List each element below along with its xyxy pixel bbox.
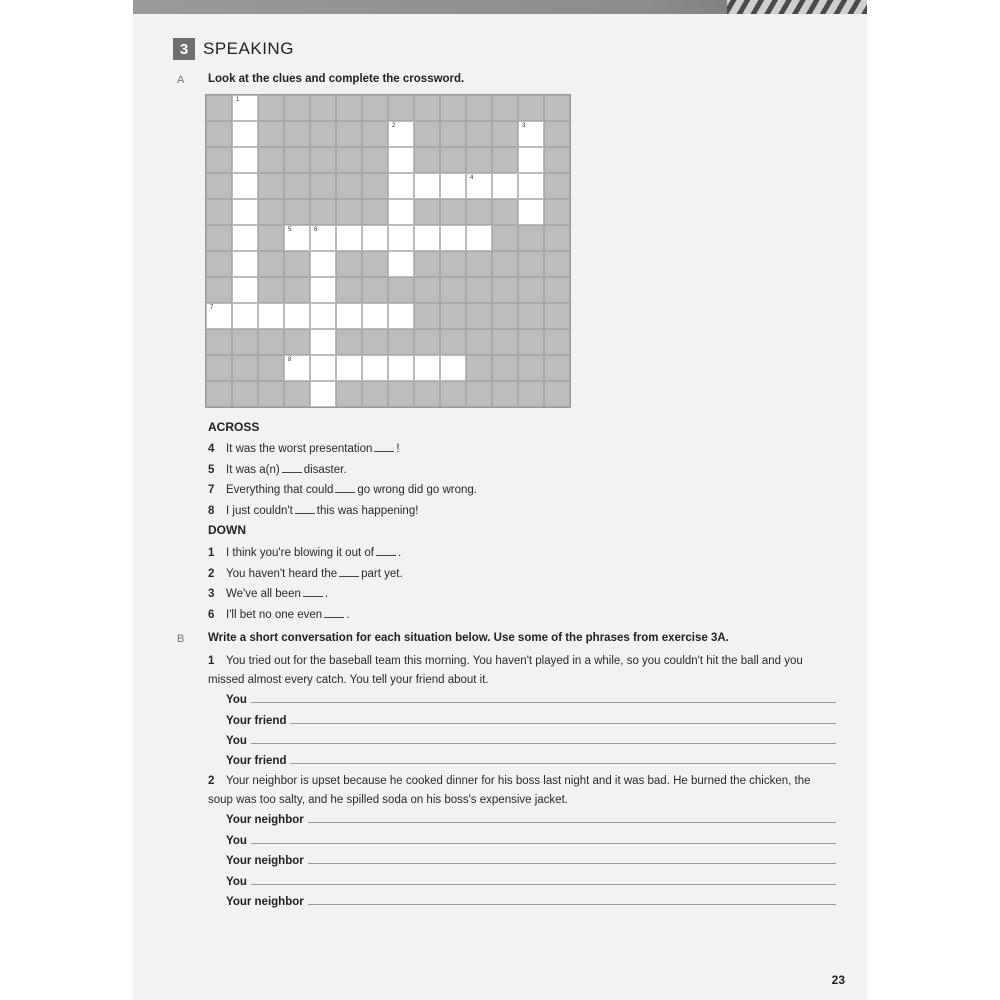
writing-line[interactable] (251, 883, 836, 885)
top-bar (133, 0, 867, 14)
dialogue-line[interactable] (226, 892, 836, 908)
crossword-block (466, 329, 492, 355)
clue-number: 1 (236, 97, 240, 103)
clue-number: 5 (288, 227, 292, 233)
crossword-block (544, 277, 570, 303)
crossword-block (206, 95, 232, 121)
crossword-block (284, 329, 310, 355)
part-b-letter: B (177, 633, 185, 645)
crossword-block (284, 121, 310, 147)
crossword-block (258, 121, 284, 147)
dialogue-line[interactable] (226, 851, 836, 867)
crossword-cell[interactable] (310, 251, 336, 277)
clue-text: It was the worst presentation (226, 443, 373, 455)
dialogue-line[interactable] (226, 751, 836, 767)
stripe-decoration (727, 0, 867, 14)
clue-num: 8 (208, 504, 215, 517)
clue-text-end: . (324, 588, 329, 601)
crossword-cell[interactable] (388, 303, 414, 329)
crossword-block (518, 95, 544, 121)
answer-blank (376, 545, 396, 556)
clue-number: 7 (210, 305, 214, 311)
crossword-block (492, 277, 518, 303)
crossword-cell[interactable] (206, 303, 232, 329)
clue-number: 6 (314, 227, 318, 233)
crossword-block (414, 277, 440, 303)
crossword-block (258, 173, 284, 199)
crossword-block (362, 381, 388, 407)
writing-line[interactable] (308, 862, 836, 864)
clue-num: 3 (208, 588, 215, 601)
crossword-block (440, 303, 466, 329)
crossword-cell[interactable] (414, 173, 440, 199)
dialogue-line[interactable] (226, 711, 836, 727)
crossword-cell[interactable] (388, 225, 414, 251)
down-clue-1 (208, 545, 401, 559)
crossword-block (440, 381, 466, 407)
page-number: 23 (831, 973, 845, 987)
workbook-page (133, 0, 867, 1000)
clue-text-end: part yet. (361, 567, 403, 580)
crossword-cell[interactable] (336, 355, 362, 381)
crossword-block (544, 95, 570, 121)
crossword-cell[interactable] (414, 225, 440, 251)
crossword-cell[interactable] (232, 303, 258, 329)
speaker-label: You (226, 876, 247, 888)
clue-number: 2 (392, 123, 396, 129)
across-clue-5 (208, 462, 347, 476)
clue-text: Everything that could (226, 484, 334, 497)
crossword-block (492, 355, 518, 381)
crossword-block (388, 381, 414, 407)
situation-2 (208, 772, 838, 810)
situation-1 (208, 652, 838, 690)
crossword-block (206, 173, 232, 199)
crossword-cell[interactable] (284, 303, 310, 329)
crossword-block (544, 173, 570, 199)
crossword-cell[interactable] (310, 381, 336, 407)
crossword-cell[interactable] (310, 303, 336, 329)
part-b-instruction: Write a short conversation for each situation below. Use some of the phrases from exercise 3A. (208, 632, 729, 644)
crossword-block (310, 147, 336, 173)
crossword-cell[interactable] (466, 173, 492, 199)
crossword-cell[interactable] (232, 121, 258, 147)
clue-text: I'll bet no one even (226, 608, 323, 621)
crossword-block (388, 329, 414, 355)
crossword-block (544, 381, 570, 407)
crossword-block (440, 95, 466, 121)
crossword-cell[interactable] (336, 303, 362, 329)
crossword-block (544, 147, 570, 173)
crossword-cell[interactable] (388, 173, 414, 199)
answer-blank (303, 586, 323, 597)
speaker-label: Your neighbor (226, 896, 304, 908)
crossword-block (388, 277, 414, 303)
crossword-block (206, 225, 232, 251)
clue-num: 2 (208, 567, 215, 580)
writing-line[interactable] (290, 722, 836, 724)
clue-text: You haven't heard the (226, 567, 338, 580)
crossword-block (362, 199, 388, 225)
crossword-block (310, 121, 336, 147)
crossword-block (440, 121, 466, 147)
crossword-cell[interactable] (232, 251, 258, 277)
crossword-block (206, 355, 232, 381)
crossword-block (518, 303, 544, 329)
crossword-block (362, 121, 388, 147)
part-a-instruction: Look at the clues and complete the crossword. (208, 73, 465, 85)
situation-text: Your neighbor is upset because he cooked dinner for his boss last night and it was bad. He burned the chicken, the soup was too salty, and he spilled soda on his boss's expensive jacket. (208, 775, 811, 806)
crossword-cell[interactable] (518, 121, 544, 147)
crossword-block (544, 355, 570, 381)
across-heading: ACROSS (208, 420, 260, 434)
crossword-block (258, 355, 284, 381)
dialogue-line[interactable] (226, 872, 836, 888)
crossword-block (284, 95, 310, 121)
crossword-block (440, 251, 466, 277)
speaker-label: Your friend (226, 755, 287, 767)
crossword-block (206, 147, 232, 173)
clue-num: 5 (208, 463, 215, 476)
crossword-cell[interactable] (388, 355, 414, 381)
speaker-label: Your neighbor (226, 814, 304, 826)
crossword-block (206, 251, 232, 277)
crossword-block (258, 95, 284, 121)
crossword-block (466, 355, 492, 381)
crossword-block (284, 251, 310, 277)
speaker-label: Your neighbor (226, 855, 304, 867)
crossword-block (414, 199, 440, 225)
clue-number: 8 (288, 357, 292, 363)
crossword-cell[interactable] (232, 277, 258, 303)
clue-num: 4 (208, 443, 215, 455)
crossword-block (362, 329, 388, 355)
crossword-block (258, 251, 284, 277)
clue-text-end: . (397, 547, 402, 559)
crossword-block (336, 381, 362, 407)
clue-text: I just couldn't (226, 504, 293, 517)
answer-blank (339, 566, 359, 577)
crossword-block (466, 95, 492, 121)
writing-line[interactable] (308, 903, 836, 905)
crossword-block (362, 251, 388, 277)
writing-line[interactable] (251, 842, 836, 844)
situation-number: 2 (208, 775, 215, 787)
crossword-block (466, 381, 492, 407)
writing-line[interactable] (251, 742, 836, 744)
speaker-label: You (226, 835, 247, 847)
crossword-block (206, 381, 232, 407)
crossword-cell[interactable] (362, 355, 388, 381)
crossword-cell[interactable] (388, 199, 414, 225)
clue-num: 6 (208, 608, 215, 621)
crossword-cell[interactable] (362, 225, 388, 251)
crossword-cell[interactable] (284, 225, 310, 251)
dialogue-line[interactable] (226, 831, 836, 847)
crossword-block (362, 147, 388, 173)
crossword-block (284, 381, 310, 407)
crossword-block (440, 199, 466, 225)
crossword-block (336, 147, 362, 173)
crossword-block (414, 251, 440, 277)
crossword-block (518, 225, 544, 251)
crossword-block (310, 199, 336, 225)
crossword-block (258, 147, 284, 173)
answer-blank (295, 503, 315, 514)
crossword-cell[interactable] (466, 225, 492, 251)
clue-text: It was a(n) (226, 463, 280, 476)
down-clue-3 (208, 586, 328, 600)
crossword-block (518, 381, 544, 407)
crossword-block (466, 303, 492, 329)
section-header (173, 38, 294, 60)
crossword-block (414, 329, 440, 355)
crossword-block (414, 303, 440, 329)
crossword-block (310, 173, 336, 199)
crossword-block (206, 277, 232, 303)
crossword-cell[interactable] (388, 121, 414, 147)
clue-text-end: . (346, 608, 350, 621)
crossword-block (492, 199, 518, 225)
crossword-block (388, 95, 414, 121)
crossword-block (492, 251, 518, 277)
section-title: SPEAKING (203, 39, 294, 58)
crossword-block (258, 199, 284, 225)
crossword-block (492, 225, 518, 251)
crossword-cell[interactable] (232, 225, 258, 251)
crossword-block (492, 381, 518, 407)
crossword-block (362, 277, 388, 303)
crossword-block (544, 121, 570, 147)
crossword-block (284, 199, 310, 225)
crossword-block (544, 225, 570, 251)
crossword-cell[interactable] (310, 329, 336, 355)
crossword-block (492, 95, 518, 121)
crossword-block (518, 277, 544, 303)
crossword-block (414, 147, 440, 173)
crossword-block (336, 277, 362, 303)
crossword-cell[interactable] (414, 355, 440, 381)
crossword-block (492, 303, 518, 329)
section-number: 3 (173, 38, 195, 60)
crossword-block (466, 199, 492, 225)
crossword-cell[interactable] (284, 355, 310, 381)
crossword-cell[interactable] (492, 173, 518, 199)
crossword-block (284, 277, 310, 303)
crossword-block (440, 329, 466, 355)
crossword-block (206, 199, 232, 225)
crossword-cell[interactable] (518, 173, 544, 199)
crossword-block (258, 277, 284, 303)
clue-text-end: disaster. (303, 463, 347, 476)
crossword-cell[interactable] (518, 147, 544, 173)
dialogue-line[interactable] (226, 731, 836, 747)
clue-number: 4 (470, 175, 474, 181)
crossword-cell[interactable] (440, 225, 466, 251)
clue-number: 3 (522, 123, 526, 129)
speaker-label: Your friend (226, 715, 287, 727)
clue-num: 1 (208, 547, 215, 559)
crossword-block (414, 381, 440, 407)
crossword-block (492, 121, 518, 147)
crossword-block (518, 251, 544, 277)
crossword-cell[interactable] (310, 225, 336, 251)
crossword-block (362, 173, 388, 199)
crossword-block (336, 251, 362, 277)
crossword-cell[interactable] (232, 199, 258, 225)
crossword-block (258, 381, 284, 407)
writing-line[interactable] (308, 821, 836, 823)
answer-blank (324, 607, 344, 618)
crossword-block (336, 173, 362, 199)
crossword-block (414, 121, 440, 147)
crossword-cell[interactable] (518, 199, 544, 225)
across-clue-4 (208, 441, 400, 455)
clue-text-end: ! (396, 443, 400, 455)
clue-text-end: go wrong did go wrong. (357, 484, 477, 497)
across-clue-8 (208, 503, 418, 517)
writing-line[interactable] (290, 762, 836, 764)
crossword-cell[interactable] (232, 173, 258, 199)
crossword-block (492, 329, 518, 355)
clue-text: I think you're blowing it out of (226, 547, 374, 559)
crossword-block (310, 95, 336, 121)
crossword-cell[interactable] (388, 251, 414, 277)
dialogue-line[interactable] (226, 810, 836, 826)
writing-line[interactable] (251, 701, 836, 703)
crossword-cell[interactable] (336, 225, 362, 251)
crossword-block (518, 329, 544, 355)
down-clue-2 (208, 566, 403, 580)
answer-blank (374, 441, 394, 452)
crossword-block (284, 173, 310, 199)
crossword-block (518, 355, 544, 381)
clue-text: We've all been (226, 588, 301, 601)
crossword-block (544, 329, 570, 355)
clue-num: 7 (208, 484, 215, 497)
crossword-block (258, 225, 284, 251)
crossword-cell[interactable] (440, 173, 466, 199)
crossword-block (336, 199, 362, 225)
crossword-block (336, 95, 362, 121)
crossword-block (544, 199, 570, 225)
answer-blank (282, 462, 302, 473)
crossword-cell[interactable] (362, 303, 388, 329)
crossword-block (440, 277, 466, 303)
crossword-block (336, 121, 362, 147)
crossword-cell[interactable] (310, 355, 336, 381)
crossword-block (258, 329, 284, 355)
part-a-letter: A (177, 74, 185, 86)
crossword-cell[interactable] (232, 147, 258, 173)
crossword-block (284, 147, 310, 173)
crossword-block (362, 95, 388, 121)
crossword-block (232, 381, 258, 407)
clue-text-end: this was happening! (316, 504, 419, 517)
crossword-block (544, 303, 570, 329)
crossword-block (232, 329, 258, 355)
answer-blank (335, 482, 355, 493)
speaker-label: You (226, 694, 247, 706)
crossword-block (206, 121, 232, 147)
crossword-block (466, 147, 492, 173)
situation-text: You tried out for the baseball team this morning. You haven't played in a while, so you couldn't hit the ball and you missed almost every catch. You tell your friend about it. (208, 655, 803, 686)
crossword-grid (205, 94, 571, 408)
across-clue-7 (208, 482, 477, 496)
crossword-block (466, 277, 492, 303)
crossword-cell[interactable] (310, 277, 336, 303)
crossword-block (492, 147, 518, 173)
crossword-block (466, 251, 492, 277)
crossword-block (336, 329, 362, 355)
crossword-block (466, 121, 492, 147)
crossword-cell[interactable] (232, 95, 258, 121)
situation-number: 1 (208, 655, 215, 667)
crossword-block (414, 95, 440, 121)
crossword-block (440, 147, 466, 173)
crossword-cell[interactable] (440, 355, 466, 381)
crossword-cell[interactable] (388, 147, 414, 173)
crossword-block (206, 329, 232, 355)
down-heading: DOWN (208, 523, 246, 537)
crossword-cell[interactable] (258, 303, 284, 329)
speaker-label: You (226, 735, 247, 747)
dialogue-line[interactable] (226, 690, 836, 706)
crossword-block (544, 251, 570, 277)
down-clue-6 (208, 607, 349, 621)
crossword-block (232, 355, 258, 381)
